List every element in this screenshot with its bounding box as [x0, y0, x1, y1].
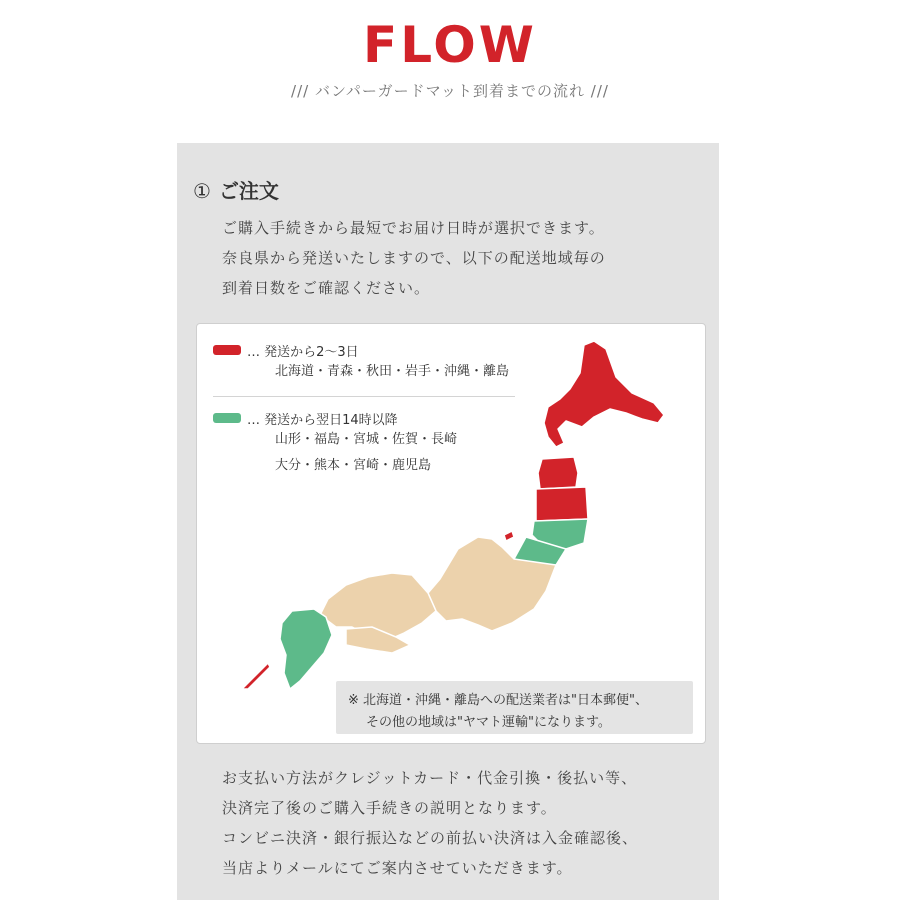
- legend-area: 山形・福島・宮城・佐賀・長崎: [275, 432, 458, 447]
- legend-divider: [213, 396, 515, 397]
- outro-text: [222, 763, 638, 883]
- note-line: その他の地域は"ヤマト運輸"になります。: [366, 715, 611, 730]
- map-region-kyushu: [280, 609, 332, 689]
- step-heading: [193, 175, 279, 204]
- legend-swatch: [213, 413, 241, 423]
- legend-swatch: [213, 345, 241, 355]
- outro-line: お支払い方法がクレジットカード・代金引換・後払い等、: [222, 769, 638, 787]
- legend-area: 北海道・青森・秋田・岩手・沖縄・離島: [275, 364, 510, 379]
- intro-line: ご購入手続きから最短でお届け日時が選択できます。: [222, 219, 605, 237]
- intro-line: 到着日数をご確認ください。: [222, 279, 431, 297]
- map-region-okinawa: [242, 663, 270, 689]
- step-number: ①: [193, 179, 211, 203]
- step-title: ご注文: [218, 179, 279, 203]
- japan-map: [196, 323, 704, 742]
- outro-line: 当店よりメールにてご案内させていただきます。: [222, 859, 573, 877]
- intro-line: 奈良県から発送いたしますので、以下の配送地域毎の: [222, 249, 606, 267]
- intro-text: [222, 213, 606, 303]
- note-line: ※ 北海道・沖縄・離島への配送業者は"日本郵便"、: [348, 693, 648, 708]
- legend-area: 大分・熊本・宮崎・鹿児島: [275, 458, 432, 473]
- page-subtitle: /// バンパーガードマット到着までの流れ ///: [291, 82, 609, 100]
- legend-label: … 発送から2〜3日: [247, 344, 359, 360]
- legend-group: [213, 341, 509, 385]
- carrier-note: [336, 681, 693, 734]
- legend-label: … 発送から翌日14時以降: [247, 412, 398, 428]
- map-region-akita-iwate: [536, 487, 588, 521]
- map-region-sado: [504, 531, 514, 541]
- outro-line: コンビニ決済・銀行振込などの前払い決済は入金確認後、: [222, 829, 639, 847]
- map-region-hokkaido: [544, 341, 664, 447]
- outro-line: 決済完了後のご購入手続きの説明となります。: [222, 799, 557, 817]
- map-region-aomori: [538, 457, 578, 489]
- page-title: FLOW: [363, 16, 537, 74]
- legend-group: [213, 409, 457, 479]
